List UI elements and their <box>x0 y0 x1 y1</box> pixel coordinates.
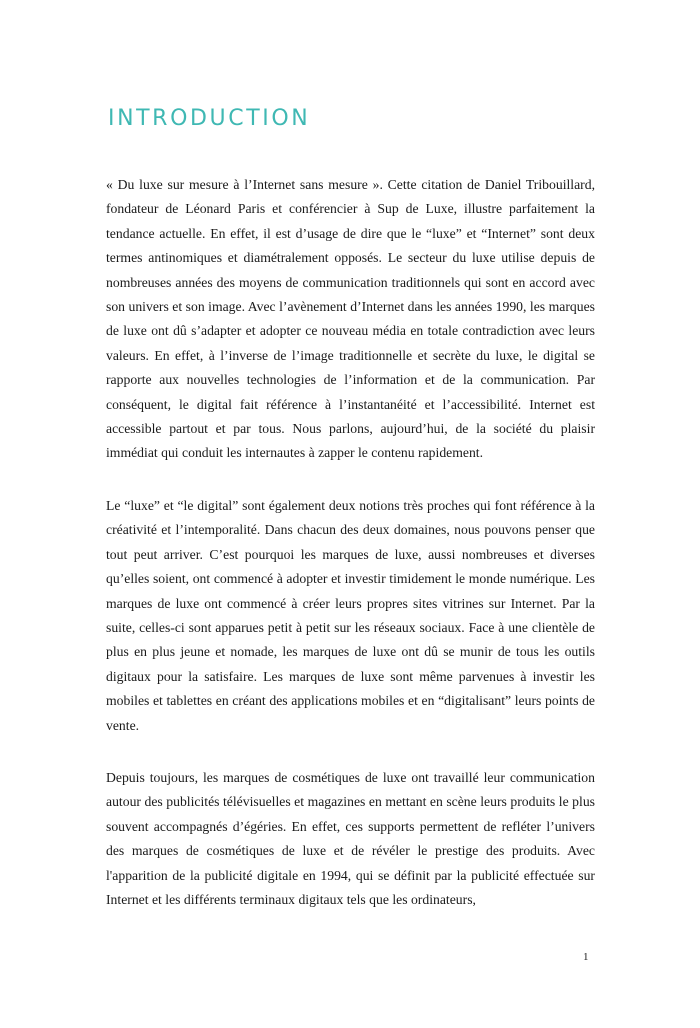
paragraph-2: Le “luxe” et “le digital” sont également deux notions très proches qui font référence à la créativité et l’intemporalité. Dans chacun des deux domaines, nous pouvons penser que tout peut arriver. C’est pourquoi les marques de luxe, aussi nombreuses et diverses qu’elles soient, ont commencé à adopter et investir timidement le monde numérique. Les marques de luxe ont commencé à créer leurs propres sites vitrines sur Internet. Par la suite, celles-ci sont apparues petit à petit sur les réseaux sociaux. Face à une clientèle de plus en plus jeune et nomade, les marques de luxe ont dû se munir de tous les outils digitaux pour la satisfaire. Les marques de luxe sont même parvenues à investir les mobiles et tablettes en créant des applications mobiles et en “digitalisant” leurs points de vente. <box>106 497 595 733</box>
page-number: 1 <box>583 951 589 963</box>
paragraph-3: Depuis toujours, les marques de cosmétiques de luxe ont travaillé leur communication autour des publicités télévisuelles et magazines en mettant en scène leurs produits le plus souvent accompagnés d’égéries. En effet, ces supports permettent de refléter l’univers des marques de cosmétiques de luxe et de révéler le prestige des produits. Avec l'apparition de la publicité digitale en 1994, qui se définit par la publicité effectuée sur Internet et les différents terminaux digitaux tels que les ordinateurs, <box>106 769 595 907</box>
body-text <box>106 173 595 940</box>
paragraph-1: « Du luxe sur mesure à l’Internet sans mesure ». Cette citation de Daniel Tribouillard, fondateur de Léonard Paris et conférencier à Sup de Luxe, illustre parfaitement la tendance actuelle. En effet, il est d’usage de dire que le “luxe” et “Internet” sont deux termes antinomiques et diamétralement opposés. Le secteur du luxe utilise depuis de nombreuses années des moyens de communication traditionnels qui sont en accord avec son univers et son image. Avec l’avènement d’Internet dans les années 1990, les marques de luxe ont dû s’adapter et adopter ce nouveau média en totale contradiction avec leurs valeurs. En effet, à l’inverse de l’image traditionnelle et secrète du luxe, le digital se rapporte aux nouvelles technologies de l’information et de la communication. Par conséquent, le digital fait référence à l’instantanéité et l’accessibilité. Internet est accessible partout et par tous. Nous parlons, aujourd’hui, de la société du plaisir immédiat qui conduit les internautes à zapper le contenu rapidement. <box>106 177 595 461</box>
page-title: INTRODUCTION <box>108 106 311 131</box>
